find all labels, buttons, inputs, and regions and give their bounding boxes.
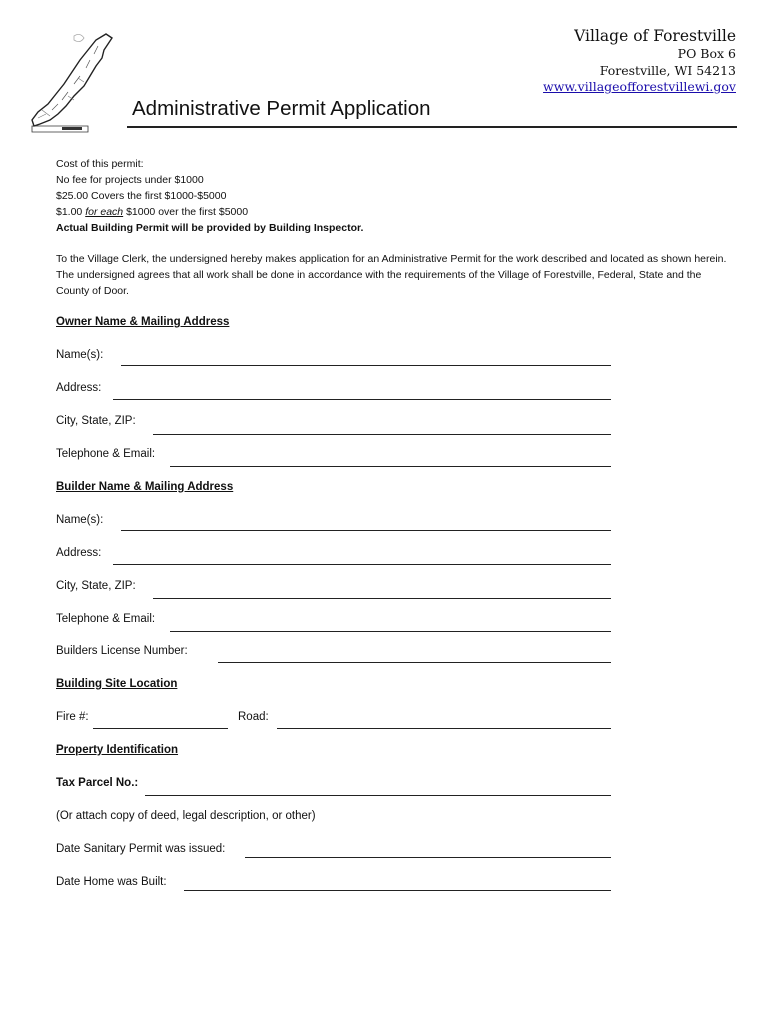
fire-number-label: Fire #: — [56, 711, 89, 723]
city-line: Forestville, WI 54213 — [599, 62, 736, 78]
form-title: Administrative Permit Application — [132, 97, 431, 120]
owner-phone-field[interactable] — [170, 466, 611, 467]
cost-line-4 — [56, 220, 363, 236]
cost-line-3-emphasis: for each — [85, 206, 124, 218]
home-built-date-label: Date Home was Built: — [56, 876, 167, 888]
cost-line-3 — [56, 204, 248, 220]
owner-address-field[interactable] — [113, 399, 611, 400]
po-box: PO Box 6 — [677, 46, 736, 61]
sanitary-permit-date-label: Date Sanitary Permit was issued: — [56, 843, 226, 855]
builder-name-label: Name(s): — [56, 514, 104, 526]
attach-note: (Or attach copy of deed, legal description, or other) — [56, 810, 316, 822]
builder-city-field[interactable] — [153, 598, 611, 599]
builder-section-heading: Builder Name & Mailing Address — [56, 481, 234, 493]
letterhead — [543, 26, 736, 96]
road-label: Road: — [238, 711, 269, 723]
cost-line-4-text: Actual Building Permit will be provided by Building Inspector. — [56, 222, 364, 234]
tax-parcel-label: Tax Parcel No.: — [56, 777, 139, 789]
owner-city-label: City, State, ZIP: — [56, 415, 136, 427]
intro-paragraph: To the Village Clerk, the undersigned hereby makes application for an Administrative Permit for the work described and located as shown herein. The undersigned agrees that all work shall be done in accordance with the requirements of the Village of Forestville, Federal, State and the County of Door. — [56, 253, 727, 297]
door-county-map-logo — [28, 30, 116, 134]
tax-parcel-field[interactable] — [145, 795, 611, 796]
builder-address-label: Address: — [56, 547, 102, 559]
builder-phone-label: Telephone & Email: — [56, 613, 156, 625]
cost-heading: Cost of this permit: — [56, 158, 144, 170]
builder-license-label: Builders License Number: — [56, 645, 188, 657]
builder-address-field[interactable] — [113, 564, 611, 565]
cost-line-3-suffix: $1000 over the first $5000 — [123, 206, 249, 218]
property-section-heading: Property Identification — [56, 744, 179, 756]
site-section-heading: Building Site Location — [56, 678, 178, 690]
builder-city-label: City, State, ZIP: — [56, 580, 136, 592]
owner-phone-label: Telephone & Email: — [56, 448, 156, 460]
fire-number-field[interactable] — [93, 728, 228, 729]
home-built-date-field[interactable] — [184, 890, 611, 891]
title-divider — [127, 126, 737, 128]
builder-license-field[interactable] — [218, 662, 611, 663]
cost-line-3-prefix: $1.00 — [56, 206, 86, 218]
cost-line-1: No fee for projects under $1000 — [56, 174, 204, 186]
owner-name-label: Name(s): — [56, 349, 104, 361]
owner-name-field[interactable] — [121, 365, 611, 366]
owner-address-label: Address: — [56, 382, 102, 394]
cost-line-2: $25.00 Covers the first $1000-$5000 — [56, 190, 227, 202]
builder-phone-field[interactable] — [170, 631, 611, 632]
owner-section-heading: Owner Name & Mailing Address — [56, 316, 230, 328]
org-name: Village of Forestville — [574, 27, 736, 45]
owner-city-field[interactable] — [153, 434, 611, 435]
website-link[interactable]: www.villageofforestvillewi.gov — [543, 79, 736, 94]
builder-name-field[interactable] — [121, 530, 611, 531]
road-field[interactable] — [277, 728, 611, 729]
sanitary-permit-date-field[interactable] — [245, 857, 611, 858]
